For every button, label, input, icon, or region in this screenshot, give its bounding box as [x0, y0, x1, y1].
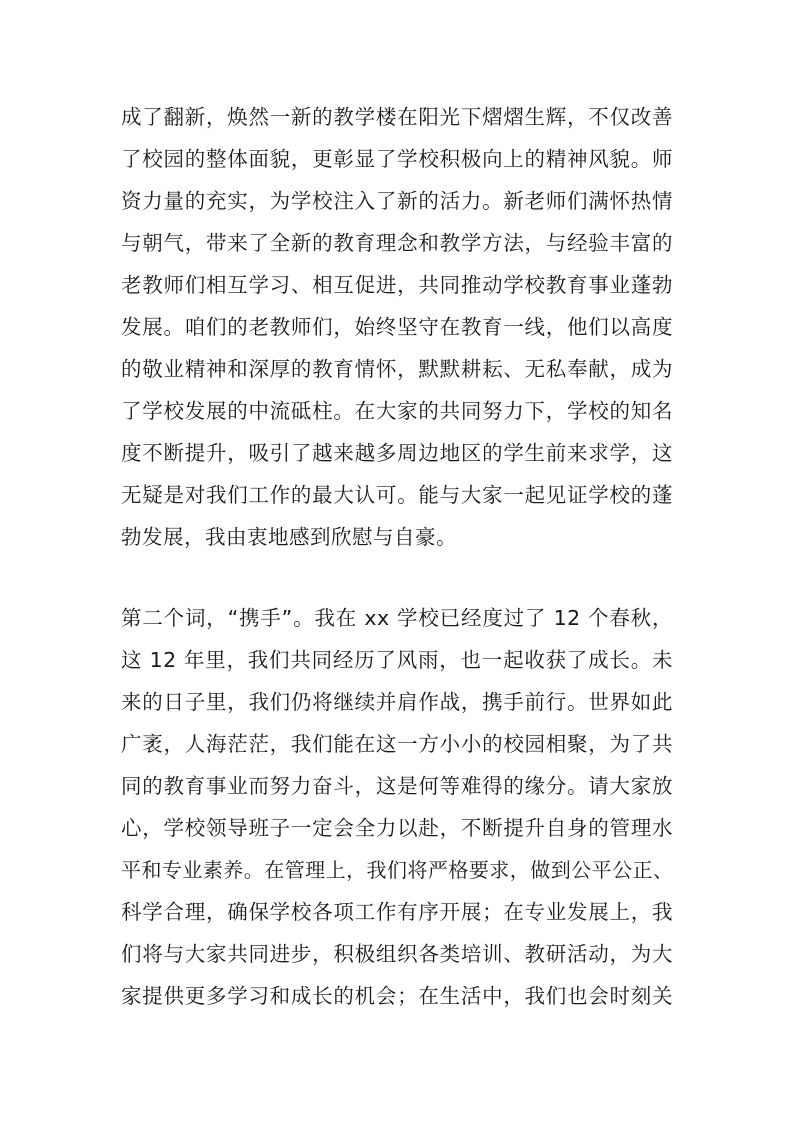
paragraph-2-line-1: 第二个词，“携手”。我在 xx 学校已经度过了 12 个春秋， [121, 606, 673, 630]
paragraph-1-line-2: 了校园的整体面貌，更彰显了学校积极向上的精神风貌。师 [121, 147, 673, 171]
paragraph-1-line-4: 与朝气，带来了全新的教育理念和教学方法，与经验丰富的 [121, 231, 673, 255]
paragraph-2-line-4: 广袤，人海茫茫，我们能在这一方小小的校园相聚，为了共 [121, 732, 673, 756]
paragraph-1-line-9: 度不断提升，吸引了越来越多周边地区的学生前来求学，这 [121, 441, 673, 465]
paragraph-1-line-11: 勃发展，我由衷地感到欣慰与自豪。 [121, 525, 457, 549]
paragraph-1-line-5: 老教师们相互学习、相互促进，共同推动学校教育事业蓬勃 [121, 273, 673, 297]
paragraph-2-line-2: 这 12 年里，我们共同经历了风雨，也一起收获了成长。未 [121, 648, 673, 672]
paragraph-1-line-1: 成了翻新，焕然一新的教学楼在阳光下熠熠生辉，不仅改善 [121, 105, 673, 129]
paragraph-1-line-3: 资力量的充实，为学校注入了新的活力。新老师们满怀热情 [121, 189, 673, 213]
paragraph-2-line-3: 来的日子里，我们仍将继续并肩作战，携手前行。世界如此 [121, 690, 673, 714]
paragraph-2-line-10: 家提供更多学习和成长的机会；在生活中，我们也会时刻关 [121, 984, 673, 1008]
paragraph-2-line-6: 心，学校领导班子一定会全力以赴，不断提升自身的管理水 [121, 816, 673, 840]
paragraph-1-line-7: 的敬业精神和深厚的教育情怀，默默耕耘、无私奉献，成为 [121, 357, 673, 381]
paragraph-2-line-7: 平和专业素养。在管理上，我们将严格要求，做到公平公正、 [121, 858, 673, 882]
paragraph-2-line-9: 们将与大家共同进步，积极组织各类培训、教研活动，为大 [121, 942, 673, 966]
paragraph-2-line-8: 科学合理，确保学校各项工作有序开展；在专业发展上，我 [121, 900, 673, 924]
paragraph-1-line-6: 发展。咱们的老教师们，始终坚守在教育一线，他们以高度 [121, 315, 673, 339]
paragraph-2-line-5: 同的教育事业而努力奋斗，这是何等难得的缘分。请大家放 [121, 774, 673, 798]
paragraph-1-line-8: 了学校发展的中流砥柱。在大家的共同努力下，学校的知名 [121, 399, 673, 423]
paragraph-1-line-10: 无疑是对我们工作的最大认可。能与大家一起见证学校的蓬 [121, 483, 673, 507]
